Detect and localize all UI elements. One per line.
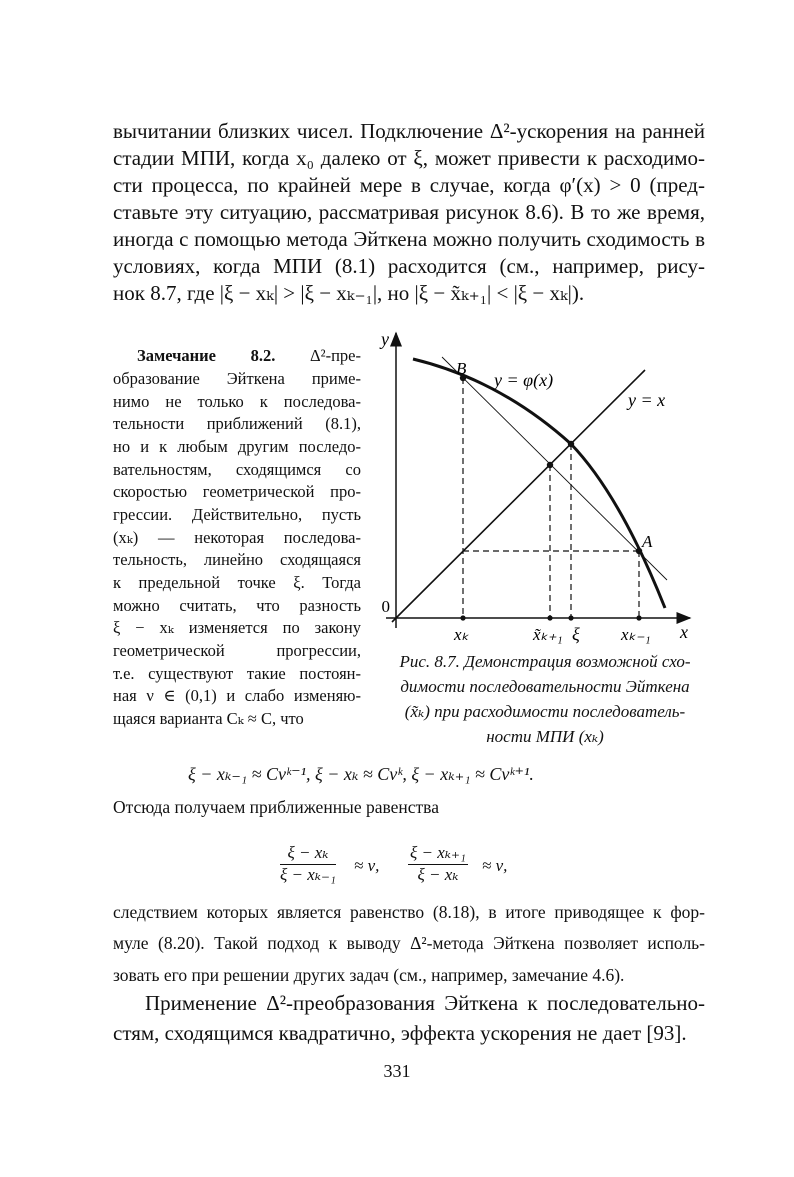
point-xi-marker xyxy=(568,441,574,447)
x-axis-label: x xyxy=(680,622,688,642)
intro-line: Отсюда получаем приближенные равенства xyxy=(113,797,439,817)
text-line: стям, сходящимся квадратично, эффекта ускорения не дает [93]. xyxy=(113,1021,687,1045)
text-line: геометрической прогрессии, xyxy=(113,641,361,660)
tick-label-xtilde: x̃ₖ₊₁ xyxy=(533,625,563,644)
text-line: тельность, линейно сходящаяся xyxy=(113,550,361,569)
fraction-1 xyxy=(280,843,336,885)
fraction-rhs: ≈ ν, xyxy=(354,856,380,875)
line-y-equals-x xyxy=(392,370,645,622)
text-line: можно считать, что разность xyxy=(113,596,361,615)
text-line: Применение Δ²-преобразования Эйткена к последовательно- xyxy=(145,991,705,1015)
text-line: тельности приближений (8.1), xyxy=(113,414,361,433)
text-line: вычитании близких чисел. Подключение Δ²-ускорения на ранней xyxy=(113,119,705,143)
formula-geometric: ξ − xₖ₋₁ ≈ Cνᵏ⁻¹, ξ − xₖ ≈ Cνᵏ, ξ − xₖ₊₁ ≈ Cνᵏ⁺¹. xyxy=(188,764,534,784)
tick-label-xk: xₖ xyxy=(454,625,469,644)
text-line: сти процесса, по крайней мере в случае, когда φ′(x) > 0 (пред- xyxy=(113,173,705,197)
caption-line: (x̃ₖ) при расходимости последователь- xyxy=(404,702,686,721)
fraction-2 xyxy=(408,843,468,885)
text-line: к предельной точке ξ. Тогда xyxy=(113,573,361,592)
fraction-denominator: ξ − xₖ₋₁ xyxy=(280,865,336,884)
point-a-label: A xyxy=(642,532,653,551)
text-line: ξ − xₖ изменяется по закону xyxy=(113,618,361,637)
caption-line: димости последовательности Эйткена xyxy=(400,677,690,696)
line-label: y = x xyxy=(628,390,666,410)
points xyxy=(460,375,642,621)
text-line: ная ν ∈ (0,1) и слабо изменяю- xyxy=(113,686,361,705)
text-line: условиях, когда МПИ (8.1) расходится (см., например, рису- xyxy=(113,254,705,278)
text-line: муле (8.20). Такой подход к выводу Δ²-метода Эйткена позволяет исполь- xyxy=(113,933,705,953)
text-line: но и к любым другим последо- xyxy=(113,437,361,456)
caption-line: Рис. 8.7. Демонстрация возможной схо- xyxy=(399,652,691,671)
text-line: иногда с помощью метода Эйткена можно получить сходимость в xyxy=(113,227,705,251)
fraction-numerator: ξ − xₖ₊₁ xyxy=(408,843,468,865)
tick-label-xkm1: xₖ₋₁ xyxy=(621,625,651,644)
caption-line: ности МПИ (xₖ) xyxy=(486,727,604,746)
text-line: грессии. Действительно, пусть xyxy=(113,505,361,524)
origin-label: 0 xyxy=(381,597,390,616)
point-xtilde-marker xyxy=(547,462,553,468)
remark-label: Замечание 8.2. xyxy=(137,346,276,365)
text-line: образование Эйткена приме- xyxy=(113,369,361,388)
page-number: 331 xyxy=(383,1061,411,1081)
text-line: скоростью геометрической про- xyxy=(113,482,361,501)
point-b-label: B xyxy=(456,359,467,378)
curve-label: y = φ(x) xyxy=(494,370,554,390)
text-line: (xₖ) — некоторая последова- xyxy=(113,528,361,547)
fraction-rhs: ≈ ν, xyxy=(482,856,508,875)
text-line: ставьте эту ситуацию, рассматривая рисунок 8.6). В то же время, xyxy=(113,200,705,224)
text-line: следствием которых является равенство (8.18), в итоге приводящее к фор- xyxy=(113,902,705,922)
text-line: нок 8.7, где |ξ − xₖ| > |ξ − xₖ₋₁|, но |ξ − x̃ₖ₊₁| < |ξ − xₖ|). xyxy=(113,281,585,305)
text-line: зовать его при решении других задач (см., например, замечание 4.6). xyxy=(113,965,625,985)
tick-label-xi: ξ xyxy=(572,624,580,644)
fraction-numerator: ξ − xₖ xyxy=(280,843,336,865)
text-line: нимо не только к последова- xyxy=(113,392,361,411)
text-line: вательностям, сходящимся со xyxy=(113,460,361,479)
fraction-denominator: ξ − xₖ xyxy=(417,865,459,884)
text-line: т.е. существуют такие постоян- xyxy=(113,664,361,683)
text-line: щаяся варианта Cₖ ≈ C, что xyxy=(113,709,304,728)
text-line: стадии МПИ, когда x₀ далеко от ξ, может привести к расходимо- xyxy=(113,146,705,170)
y-axis-label: y xyxy=(381,329,389,349)
remark-text: Δ²-пре- xyxy=(310,346,361,365)
